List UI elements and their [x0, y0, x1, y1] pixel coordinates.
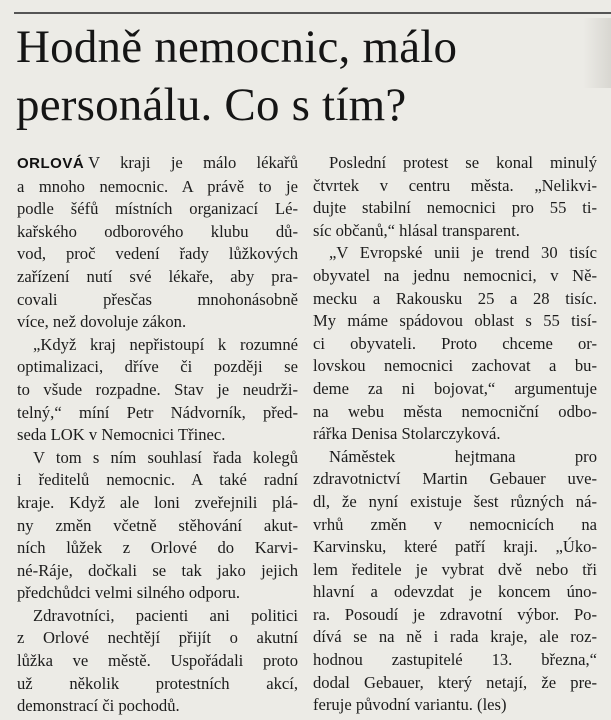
article-line: podle šéfů místních organizací Lé-: [17, 199, 298, 219]
article-line: Karvinsku, které patří kraji. „Úko-: [313, 537, 597, 557]
article-line: ra. Posoudí je zdravotní výbor. Po-: [313, 604, 597, 624]
article-line: i ředitelů nemocnic. A také radní: [17, 470, 298, 490]
article-line: z Orlové nechtějí přijít o akutní: [17, 628, 298, 648]
article-line: dodal Gebauer, který netají, že pre-: [313, 672, 597, 692]
article-line: lem ředitele je vybrat dvě nebo tři: [313, 559, 597, 579]
article-line: předchůdci velmi silného odporu.: [17, 583, 241, 603]
article-line: vod, proč vedení řady lůžkových: [17, 244, 298, 264]
article-line: ci obyvateli. Proto chceme or-: [313, 333, 597, 353]
article-line: optimalizaci, dříve či později se: [17, 357, 298, 377]
article-line: „V Evropské unii je trend 30 tisíc: [329, 243, 597, 263]
article-line: ních lůžek z Orlové do Karvi-: [17, 538, 298, 558]
article-line: obyvatel na jednu nemocnici, v Ně-: [313, 265, 597, 285]
article-line-text: V kraji je málo lékařů: [88, 153, 298, 172]
article-line: to všude rozpadne. Stav je neudrži-: [17, 379, 298, 399]
article-line: My máme spádovou oblast s 55 tisí-: [313, 311, 597, 331]
article-line: mecku a Rakousku 25 a 28 tisíc.: [313, 288, 597, 308]
headline: [16, 18, 596, 134]
article-line: „Když kraj nepřistoupí k rozumné: [33, 334, 298, 354]
article-line: více, než dovoluje zákon.: [17, 312, 187, 332]
article-line: feruje původní variantu. (les): [313, 695, 507, 715]
article-line: V tom s ním souhlasí řada kolegů: [33, 447, 298, 467]
article-line: dívá se na ně i rada kraje, ale roz-: [313, 627, 597, 647]
article-line: kařského odborového klubu dů-: [17, 221, 298, 241]
headline-line-1: Hodně nemocnic, málo: [16, 21, 458, 73]
article-line: né-Ráje, dočkali se tak jako jejich: [17, 560, 298, 580]
article-column-left: [17, 152, 298, 718]
column-gutter: [305, 152, 306, 712]
article-line: hlavní a odevzdat je koncem úno-: [313, 582, 597, 602]
article-line: lovskou nemocnici zachovat a bu-: [313, 356, 597, 376]
article-line: hodnou zastupitelé 13. března,“: [313, 650, 597, 670]
article-line: telný,“ míní Petr Nádvorník, před-: [17, 402, 298, 422]
top-rule: [14, 12, 611, 14]
article-line: deme za ni bojovat,“ argumentuje: [313, 378, 597, 398]
article-line: covali přesčas mnohonásobně: [17, 289, 298, 309]
article-line: Poslední protest se konal minulý: [329, 153, 597, 172]
article-line: síc občanů,“ hlásal transparent.: [313, 220, 520, 240]
article-line: lůžka ve městě. Uspořádali proto: [17, 651, 298, 671]
article-line: seda LOK v Nemocnici Třinec.: [17, 425, 226, 445]
article-line: na webu města nemocniční odbo-: [313, 401, 597, 421]
article-line: a mnoho nemocnic. A právě to je: [17, 176, 298, 196]
article-line: čtvrtek v centru města. „Nelikvi-: [313, 175, 597, 195]
article-line: ny změn včetně stěhování akut-: [17, 515, 298, 535]
article-line: kraje. Když ale loni zveřejnili plá-: [17, 492, 298, 512]
article-column-right: [313, 152, 597, 717]
article-line: Zdravotníci, pacienti ani politici: [33, 605, 298, 625]
dateline: ORLOVÁ: [17, 155, 85, 172]
article-line: demonstrací či pochodů.: [17, 696, 180, 716]
article-line: už několik protestních akcí,: [17, 673, 298, 693]
article-line: rářka Denisa Stolarczyková.: [313, 424, 501, 444]
article-line: zdravotnictví Martin Gebauer uve-: [313, 469, 597, 489]
article-line: dl, že nyní existuje šest různých ná-: [313, 491, 597, 511]
article-line: [17, 152, 298, 176]
article-line: vrhů změn v nemocnicích na: [313, 514, 597, 534]
article-line: Náměstek hejtmana pro: [329, 446, 597, 466]
article-line: zařízení nutí své lékaře, aby pra-: [17, 266, 298, 286]
headline-line-2: personálu. Co s tím?: [16, 79, 407, 131]
article-line: dujte stabilní nemocnici pro 55 ti-: [313, 198, 597, 218]
